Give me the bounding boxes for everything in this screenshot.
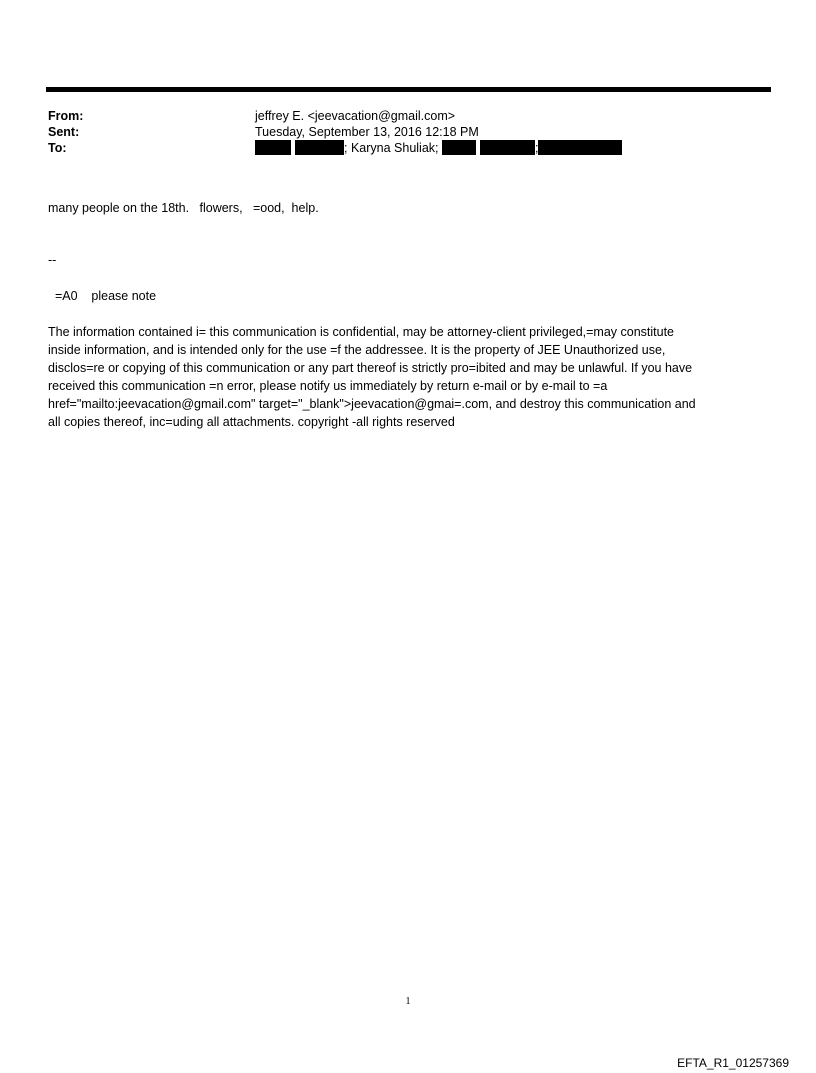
confidentiality-disclaimer: [48, 323, 773, 431]
disclaimer-line: inside information, and is intended only for the use =f the addressee. It is the property of JEE Unauthorized use,: [48, 343, 666, 357]
to-row: [48, 140, 768, 156]
sent-row: [48, 124, 768, 140]
to-value: [255, 140, 622, 156]
redaction-box: [442, 140, 476, 155]
from-value: jeffrey E. <jeevacation@gmail.com>: [255, 109, 456, 123]
header-rule: [46, 87, 771, 92]
signature-separator: --: [48, 253, 57, 267]
redaction-box: [255, 140, 291, 155]
redaction-box: [480, 140, 535, 155]
recipient-name: Karyna Shuliak;: [347, 141, 439, 155]
disclaimer-line: all copies thereof, inc=uding all attachments. copyright -all rights reserved: [48, 415, 455, 429]
recipient-separator: ;: [535, 141, 539, 155]
document-id: EFTA_R1_01257369: [677, 1056, 789, 1070]
redaction-box: [295, 140, 344, 155]
redaction-box: [538, 140, 622, 155]
disclaimer-line: The information contained i= this communication is confidential, may be attorney-client privileged,=may constitute: [48, 325, 675, 339]
from-row: [48, 108, 768, 124]
page-number: 1: [405, 996, 411, 1007]
disclaimer-line: received this communication =n error, please notify us immediately by return e-mail or by e-mail to =a: [48, 379, 608, 393]
note-line: =A0 please note: [48, 289, 157, 303]
recipient-separator: ;: [344, 141, 348, 155]
sent-value: Tuesday, September 13, 2016 12:18 PM: [255, 125, 479, 139]
message-line: many people on the 18th. flowers, =ood, help.: [48, 201, 319, 215]
email-header: [48, 108, 768, 156]
disclaimer-line: href="mailto:jeevacation@gmail.com" target="_blank">jeevacation@gmai=.com, and destroy this communication and: [48, 397, 696, 411]
disclaimer-line: disclos=re or copying of this communication or any part thereof is strictly pro=ibited and may be unlawful. If you have: [48, 361, 693, 375]
to-label: To:: [48, 141, 67, 155]
from-label: From:: [48, 109, 84, 123]
sent-label: Sent:: [48, 125, 80, 139]
